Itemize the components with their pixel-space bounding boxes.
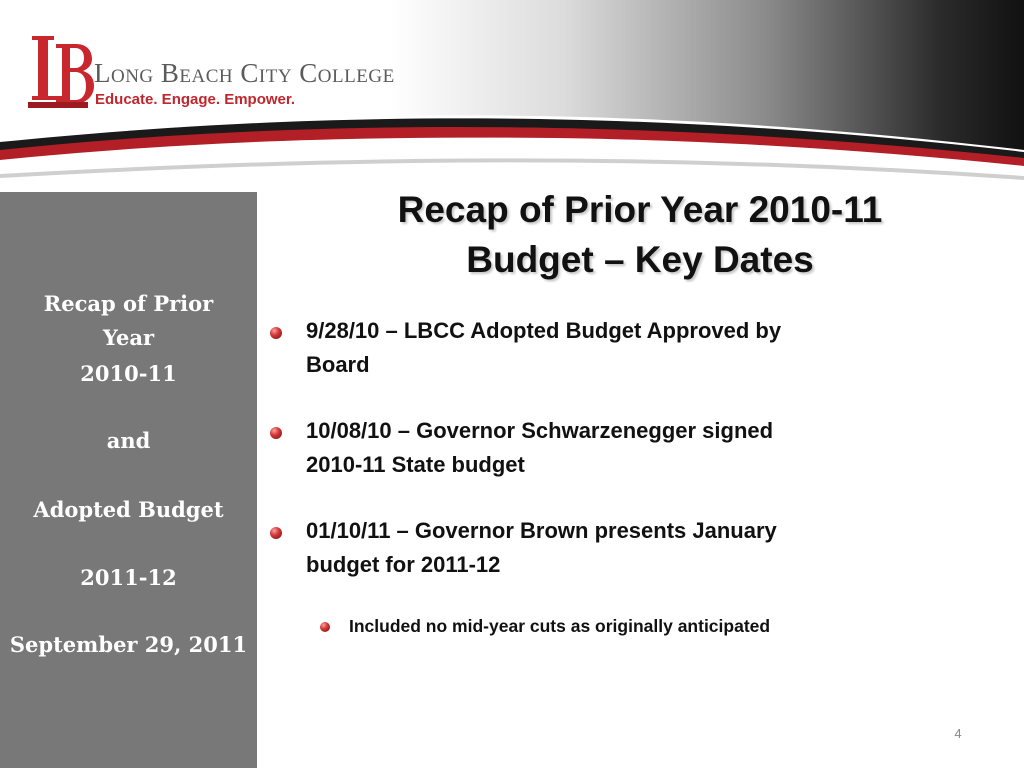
bullet-line: 01/10/11 – Governor Brown presents January — [306, 518, 777, 543]
bullet-item — [306, 514, 946, 582]
bullet-icon — [270, 527, 282, 539]
bullet-icon — [270, 427, 282, 439]
sidebar-line: 2010-11 — [80, 361, 177, 386]
sidebar-line: Year — [102, 325, 155, 350]
lb-monogram-icon — [28, 32, 94, 108]
sidebar-line: September 29, 2011 — [9, 632, 248, 657]
bullet-line: 2010-11 State budget — [306, 452, 525, 477]
college-logo — [28, 32, 498, 112]
sidebar-line: 2011-12 — [80, 565, 177, 590]
slide-title-line1: Recap of Prior Year 2010-11 — [397, 189, 883, 230]
bullet-line: Board — [306, 352, 370, 377]
bullet-item — [306, 314, 946, 382]
sidebar-line: Adopted Budget — [33, 497, 224, 522]
bullet-line: 9/28/10 – LBCC Adopted Budget Approved by — [306, 318, 782, 343]
bullet-line: 10/08/10 – Governor Schwarzenegger signed — [306, 418, 774, 443]
sub-bullet-icon — [320, 622, 330, 632]
bullet-icon — [270, 327, 282, 339]
page-number: 4 — [954, 726, 962, 741]
sidebar-panel — [0, 192, 257, 768]
slide-title — [300, 185, 980, 285]
slide-title-line2: Budget – Key Dates — [466, 239, 814, 280]
sidebar-line: Recap of Prior — [43, 291, 214, 316]
sub-bullet-item: Included no mid-year cuts as originally anticipated — [349, 616, 771, 636]
bullet-item — [306, 414, 946, 482]
bullet-line: budget for 2011-12 — [306, 552, 501, 577]
college-tagline: Educate. Engage. Empower. — [95, 91, 296, 108]
college-name: Long Beach City College — [94, 58, 395, 88]
sidebar-line: and — [106, 428, 151, 453]
